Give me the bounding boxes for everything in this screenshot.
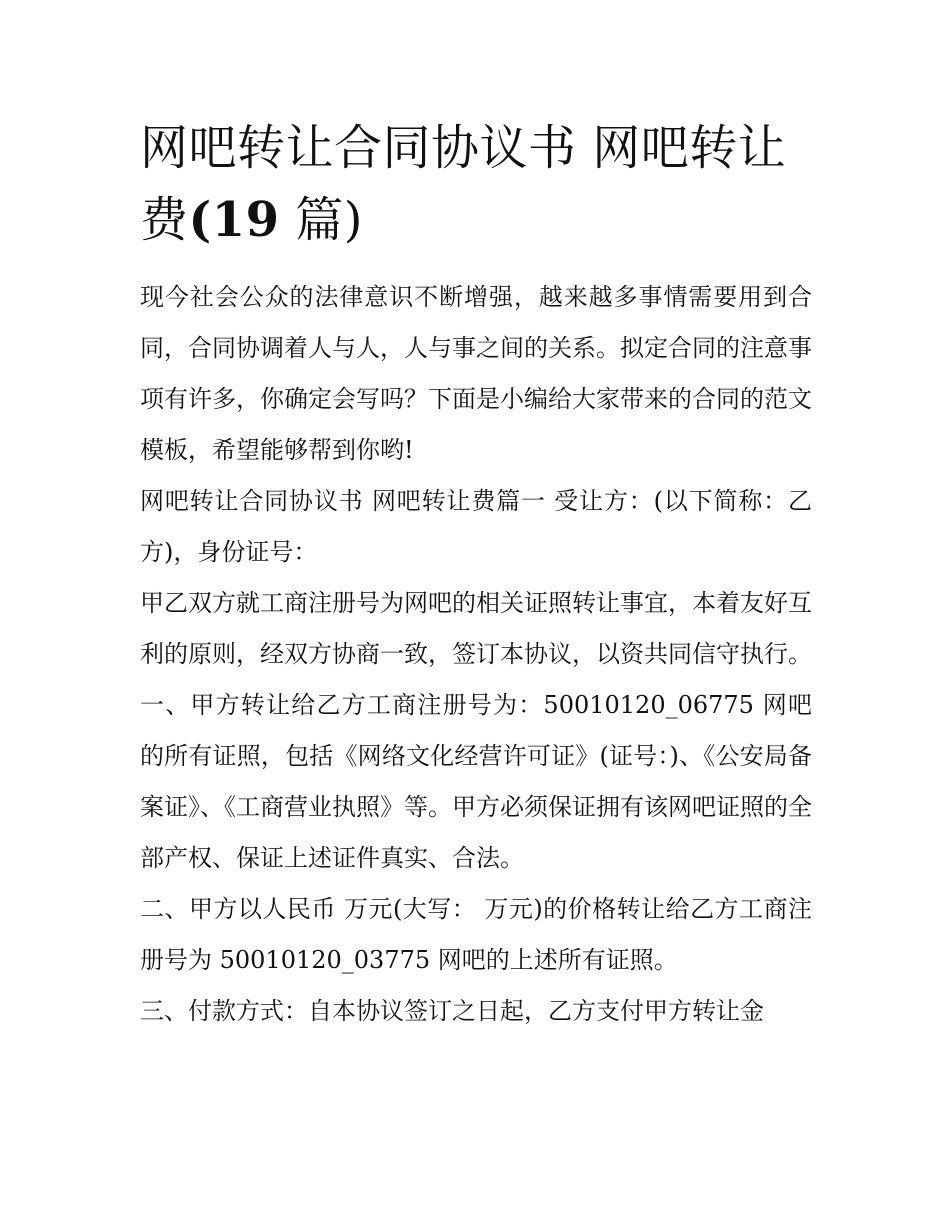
clause-2: 二、甲方以人民币 万元(大写： 万元)的价格转让给乙方工商注册号为 50010120_03775 网吧的上述所有证照。 [140, 895, 812, 974]
document-page [140, 112, 812, 1037]
agreement-preamble: 甲乙双方就工商注册号为网吧的相关证照转让事宜，本着友好互利的原则，经双方协商一致，签订本协议，以资共同信守执行。 [140, 589, 812, 668]
title-suffix: 篇) [279, 192, 364, 248]
title-text-main: 网吧转让合同协议书 网吧转让费 [140, 120, 787, 248]
clause-3: 三、付款方式：自本协议签订之日起，乙方支付甲方转让金 [140, 997, 764, 1025]
clause-1: 一、甲方转让给乙方工商注册号为：50010120_06775 网吧的所有证照，包括《网络文化经营许可证》(证号：)、《公安局备案证》、《工商营业执照》等。甲方必须保证拥有该网吧证照的全部产权、保证上述证件真实、合法。 [140, 691, 812, 872]
document-title [140, 112, 812, 256]
intro-paragraph: 现今社会公众的法律意识不断增强，越来越多事情需要用到合同，合同协调着人与人，人与事之间的关系。拟定合同的注意事项有许多，你确定会写吗？下面是小编给大家带来的合同的范文模板，希望能够帮到你哟! [140, 283, 812, 464]
section-heading-paragraph: 网吧转让合同协议书 网吧转让费篇一 受让方：(以下简称：乙方)，身份证号： [140, 487, 812, 566]
title-count: (19 [188, 192, 280, 248]
